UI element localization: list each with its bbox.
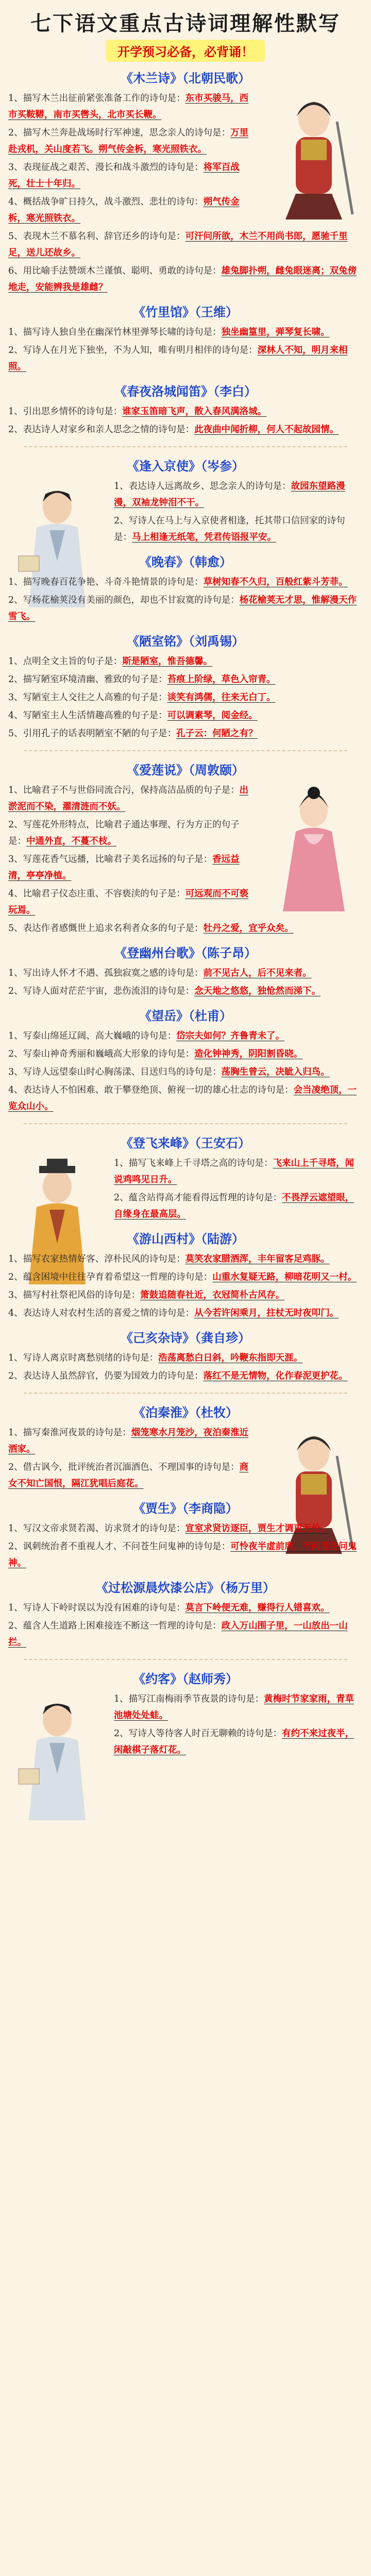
question-item	[8, 194, 363, 227]
question-item	[8, 1618, 363, 1651]
question-item	[8, 263, 363, 296]
question-item	[8, 159, 363, 192]
question-text: 5、表达作者感慨世上追求名利者众多的句子是：	[8, 923, 204, 934]
question-item	[8, 920, 363, 937]
question-text: 4、表达诗人不怕困难、敢于攀登绝顶、俯视一切的雄心壮志的诗句是：	[8, 1085, 294, 1095]
question-item	[8, 689, 363, 706]
answer-text: 出淤泥而不染，濯清涟而不妖。	[8, 785, 249, 812]
question-item	[8, 1155, 363, 1188]
question-text: 1、描写晚春百花争艳、斗奇斗艳情景的诗句是：	[8, 577, 204, 587]
question-text: 2、讽刺统治者不重视人才、不问苍生问鬼神的诗句是：	[8, 1541, 231, 1552]
page-subtitle: 开学预习必备，必背诵！	[106, 40, 265, 62]
answer-text: 中通外直，不蔓不枝。	[26, 836, 116, 846]
question-item	[8, 1082, 363, 1115]
question-text: 1、比喻君子不与世俗同流合污，保持高洁品质的句子是：	[8, 785, 240, 795]
question-item	[8, 1269, 363, 1285]
question-item	[8, 513, 363, 546]
answer-text: 将军百战死，壮士十年归。	[8, 162, 240, 189]
answer-text: 可怜夜半虚前席，不问苍生问鬼神。	[8, 1541, 357, 1568]
question-item	[8, 983, 363, 999]
question-text: 1、写泰山绵延辽阔、高大巍峨的诗句是：	[8, 1031, 177, 1041]
question-text: 3、写莲花香气远播，比喻君子美名远扬的句子是：	[8, 854, 213, 865]
question-text: 1、写出诗人怀才不遇、孤独寂寞之感的诗句是：	[8, 968, 204, 978]
question-item	[8, 653, 363, 670]
poem-section	[8, 943, 363, 999]
answer-text: 念天地之悠悠，独怆然而涕下。	[194, 986, 321, 996]
question-text: 1、描写江南梅雨季节夜景的诗句是：	[114, 1694, 264, 1704]
answer-text: 故园东望路漫漫，双袖龙钟泪不干。	[114, 481, 345, 508]
question-item	[8, 1028, 363, 1044]
question-item	[8, 1287, 363, 1303]
page-title: 七下语文重点古诗词理解性默写	[30, 12, 341, 36]
answer-text: 孔子云：何陋之有？	[176, 728, 258, 739]
question-text: 2、写杨花榆荚没有美丽的颜色，却也不甘寂寞的诗句是：	[8, 595, 240, 605]
question-item	[8, 592, 363, 625]
question-item	[8, 886, 363, 919]
subtitle-wrap	[8, 40, 363, 62]
question-text: 2、描写木兰奔赴战场时行军神速，思念亲人的诗句是：	[8, 128, 231, 138]
question-text: 1、点明全文主旨的句子是：	[8, 656, 123, 667]
question-text: 1、描写农家热情好客、淳朴民风的诗句是：	[8, 1254, 185, 1264]
poem-title: 《贾生》（李商隐）	[133, 1501, 238, 1516]
answer-text: 莫言下岭便无难，赚得行人错喜欢。	[185, 1603, 330, 1613]
question-text: 2、表达诗人虽然辞官，仍要为国效力的诗句是：	[8, 1371, 204, 1381]
question-text: 2、写诗人在马上与入京使者相逢，托其带口信回家的诗句是：	[114, 516, 345, 543]
question-item	[8, 1350, 363, 1366]
question-text: 4、写陋室主人生活情趣高雅的句子是：	[8, 710, 167, 721]
question-item	[8, 851, 363, 884]
poem-section	[8, 456, 363, 546]
question-text: 3、描写村社祭祀风俗的诗句是：	[8, 1290, 141, 1300]
answer-text: 箫鼓追随春社近，衣冠简朴古风存。	[140, 1290, 285, 1300]
question-text: 1、表达诗人远离故乡、思念亲人的诗句是：	[114, 481, 291, 492]
answer-text: 谁家玉笛暗飞声，散入春风满洛城。	[122, 406, 267, 417]
poem-section	[8, 302, 363, 375]
answer-text: 深林人不知，明月来相照。	[8, 345, 348, 372]
answer-text: 苔痕上阶绿，草色入帘青。	[167, 674, 276, 685]
question-text: 1、描写诗人独自坐在幽深竹林里弹琴长啸的诗句是：	[8, 327, 222, 337]
question-text: 3、写诗人远望泰山时心胸荡漾、目送归鸟的诗句是：	[8, 1067, 222, 1077]
question-text: 4、比喻君子仪态庄重、不容亵渎的句子是：	[8, 889, 185, 899]
section-divider	[24, 1393, 347, 1394]
question-text: 2、表达诗人对家乡和亲人思念之情的诗句是：	[8, 425, 195, 435]
poem-section	[8, 1133, 363, 1223]
question-text: 3、写陋室主人交往之人高雅的句子是：	[8, 692, 167, 703]
poem-section	[8, 68, 363, 296]
answer-text: 造化钟神秀，阴阳割昏晓。	[194, 1049, 303, 1059]
poem-title: 《陋室铭》（刘禹锡）	[127, 634, 244, 649]
question-item	[8, 478, 363, 511]
poem-title: 《登幽州台歌》（陈子昂）	[114, 946, 257, 960]
question-text: 2、描写陋室环境清幽、雅致的句子是：	[8, 674, 167, 685]
question-item	[8, 1600, 363, 1616]
question-text: 2、写诗人在月光下独坐，不为人知，唯有明月相伴的诗句是：	[8, 345, 258, 355]
question-item	[8, 707, 363, 724]
question-item	[8, 1691, 363, 1724]
answer-text: 商女不知亡国恨，隔江犹唱后庭花。	[8, 1462, 249, 1489]
question-text: 1、引出思乡情怀的诗句是：	[8, 406, 123, 417]
answer-text: 飞来山上千寻塔，闻说鸡鸣见日升。	[114, 1158, 355, 1185]
poem-title: 《晚春》（韩愈）	[139, 555, 232, 569]
answer-text: 浩荡离愁白日斜，吟鞭东指即天涯。	[158, 1353, 303, 1363]
question-text: 5、引用孔子的话表明陋室不陋的句子是：	[8, 728, 177, 739]
poem-title: 《爱莲说》（周敦颐）	[127, 763, 244, 777]
section-divider	[24, 446, 347, 448]
answer-text: 宣室求贤访逐臣，贾生才调更无伦。	[185, 1523, 330, 1534]
question-text: 1、描写飞来峰上千寻塔之高的诗句是：	[114, 1158, 273, 1168]
question-item	[8, 1251, 363, 1267]
poem-title: 《木兰诗》（北朝民歌）	[121, 71, 250, 86]
poem-section	[8, 760, 363, 937]
answer-text: 香远益清，亭亭净植。	[8, 854, 240, 881]
question-text: 2、蕴含站得高才能看得远哲理的诗句是：	[114, 1193, 282, 1203]
question-item	[8, 817, 363, 850]
question-text: 1、写诗人离京时离愁别绪的诗句是：	[8, 1353, 159, 1363]
question-text: 2、写诗人等待客人时百无聊赖的诗句是：	[114, 1728, 282, 1739]
poem-section	[8, 1402, 363, 1492]
answer-text: 荡胸生曾云，决眦入归鸟。	[221, 1067, 330, 1077]
poem-list	[8, 68, 363, 1758]
poem-section	[8, 1006, 363, 1115]
answer-text: 此夜曲中闻折柳，何人不起故园情。	[194, 425, 339, 435]
question-text: 2、写诗人面对茫茫宇宙，悲伤流泪的诗句是：	[8, 986, 195, 996]
answer-text: 山重水复疑无路，柳暗花明又一村。	[212, 1272, 357, 1282]
answer-text: 斯是陋室，惟吾德馨。	[122, 656, 213, 667]
answer-text: 政入万山围子里，一山放出一山拦。	[8, 1621, 348, 1648]
question-item	[8, 725, 363, 742]
answer-text: 会当凌绝顶，一览众山小。	[8, 1085, 357, 1112]
poem-section	[8, 1328, 363, 1384]
answer-text: 黄梅时节家家雨，青草池塘处处蛙。	[114, 1694, 355, 1721]
question-item	[8, 1046, 363, 1062]
question-text: 2、蕴含人生道路上困难接连不断这一哲理的诗句是：	[8, 1621, 222, 1631]
answer-text: 万里赴戎机，关山度若飞。朔气传金柝，寒光照铁衣。	[8, 128, 249, 155]
answer-text: 可远观而不可亵玩焉。	[8, 889, 249, 916]
question-item	[8, 1064, 363, 1080]
poem-section	[8, 1578, 363, 1651]
poem-title: 《己亥杂诗》（龚自珍）	[121, 1331, 250, 1345]
question-text: 1、写诗人下岭时误以为没有困难的诗句是：	[8, 1603, 185, 1613]
answer-text: 独坐幽篁里，弹琴复长啸。	[221, 327, 330, 337]
answer-text: 岱宗夫如何？齐鲁青未了。	[176, 1031, 285, 1041]
answer-text: 从今若许闲乘月，拄杖无时夜叩门。	[194, 1308, 339, 1318]
question-text: 2、写泰山神奇秀丽和巍峨高大形象的诗句是：	[8, 1049, 195, 1059]
question-item	[8, 324, 363, 341]
question-item	[8, 574, 363, 590]
section-divider	[24, 750, 347, 752]
question-text: 5、表现木兰不慕名利、辞官还乡的诗句是：	[8, 231, 185, 242]
question-item	[8, 1368, 363, 1384]
question-item	[8, 1305, 363, 1321]
answer-text: 烟笼寒水月笼沙，夜泊秦淮近酒家。	[8, 1428, 249, 1454]
question-item	[8, 1538, 363, 1571]
question-item	[8, 1190, 363, 1223]
question-text: 2、写莲花外形特点，比喻君子通达事理、行为方正的句子是：	[8, 820, 240, 846]
question-item	[8, 90, 363, 123]
poem-section	[8, 1669, 363, 1758]
answer-text: 有约不来过夜半，闲敲棋子落灯花。	[114, 1728, 355, 1755]
poem-title: 《望岳》（杜甫）	[139, 1009, 232, 1023]
question-item	[8, 125, 363, 158]
question-text: 1、写汉文帝求贤若渴、访求贤才的诗句是：	[8, 1523, 185, 1534]
answer-text: 莫笑农家腊酒浑，丰年留客足鸡豚。	[185, 1254, 330, 1264]
question-text: 1、描写木兰出征前紧张准备工作的诗句是：	[8, 93, 185, 104]
question-item	[8, 403, 363, 420]
poem-title: 《逢入京使》（岑参）	[127, 459, 244, 473]
question-text: 1、描写秦淮河夜景的诗句是：	[8, 1428, 131, 1438]
poem-title: 《登飞来峰》（王安石）	[121, 1136, 250, 1150]
question-item	[8, 1425, 363, 1458]
poem-section	[8, 631, 363, 742]
question-item	[8, 342, 363, 375]
question-text: 6、用比喻手法赞颂木兰谨慎、聪明、勇敢的诗句是：	[8, 266, 222, 276]
poem-title: 《过松源晨炊漆公店》（杨万里）	[96, 1581, 275, 1595]
poem-title: 《春夜洛城闻笛》（李白）	[114, 384, 257, 399]
question-item	[8, 671, 363, 688]
question-text: 2、借古讽今，批评统治者沉湎酒色、不理国事的诗句是：	[8, 1462, 240, 1472]
answer-text: 谈笑有鸿儒，往来无白丁。	[167, 692, 276, 703]
section-divider	[24, 1659, 347, 1660]
question-text: 2、蕴含困境中往往孕育着希望这一哲理的诗句是：	[8, 1272, 213, 1282]
answer-text: 牡丹之爱，宜乎众矣。	[203, 923, 294, 934]
answer-text: 草树知春不久归，百般红紫斗芳菲。	[203, 577, 348, 587]
question-item	[8, 421, 363, 438]
answer-text: 落红不是无情物，化作春泥更护花。	[203, 1371, 348, 1381]
poem-section	[8, 381, 363, 438]
answer-text: 杨花榆荚无才思，惟解漫天作雪飞。	[8, 595, 357, 622]
answer-text: 朔气传金柝，寒光照铁衣。	[8, 197, 240, 224]
answer-text: 马上相逢无纸笔，凭君传语报平安。	[132, 532, 276, 543]
question-text: 3、表现征战之艰苦、漫长和战斗激烈的诗句是：	[8, 162, 204, 173]
answer-text: 可汗问所欲，木兰不用尚书郎，愿驰千里足，送儿还故乡。	[8, 231, 348, 258]
section-divider	[24, 1123, 347, 1125]
question-text: 4、概括战争旷日持久，战斗激烈、悲壮的诗句：	[8, 197, 204, 207]
question-item	[8, 782, 363, 815]
poem-title: 《游山西村》（陆游）	[127, 1232, 244, 1246]
answer-text: 不畏浮云遮望眼，自缘身在最高层。	[114, 1193, 355, 1219]
question-item	[8, 965, 363, 981]
answer-text: 东市买骏马，西市买鞍鞯，南市买辔头，北市买长鞭。	[8, 93, 249, 120]
answer-text: 可以调素琴，阅金经。	[167, 710, 258, 721]
question-item	[8, 228, 363, 261]
poem-title: 《约客》（赵师秀）	[133, 1672, 238, 1686]
question-text: 4、表达诗人对农村生活的喜爱之情的诗句是：	[8, 1308, 195, 1318]
poem-title: 《泊秦淮》（杜牧）	[133, 1405, 238, 1420]
question-item	[8, 1725, 363, 1758]
question-item	[8, 1520, 363, 1537]
answer-text: 雄兔脚扑朔，雌兔眼迷离；双兔傍地走，安能辨我是雄雌？	[8, 266, 357, 293]
answer-text: 前不见古人，后不见来者。	[203, 968, 312, 978]
question-item	[8, 1459, 363, 1492]
poem-title: 《竹里馆》（王维）	[133, 305, 238, 319]
